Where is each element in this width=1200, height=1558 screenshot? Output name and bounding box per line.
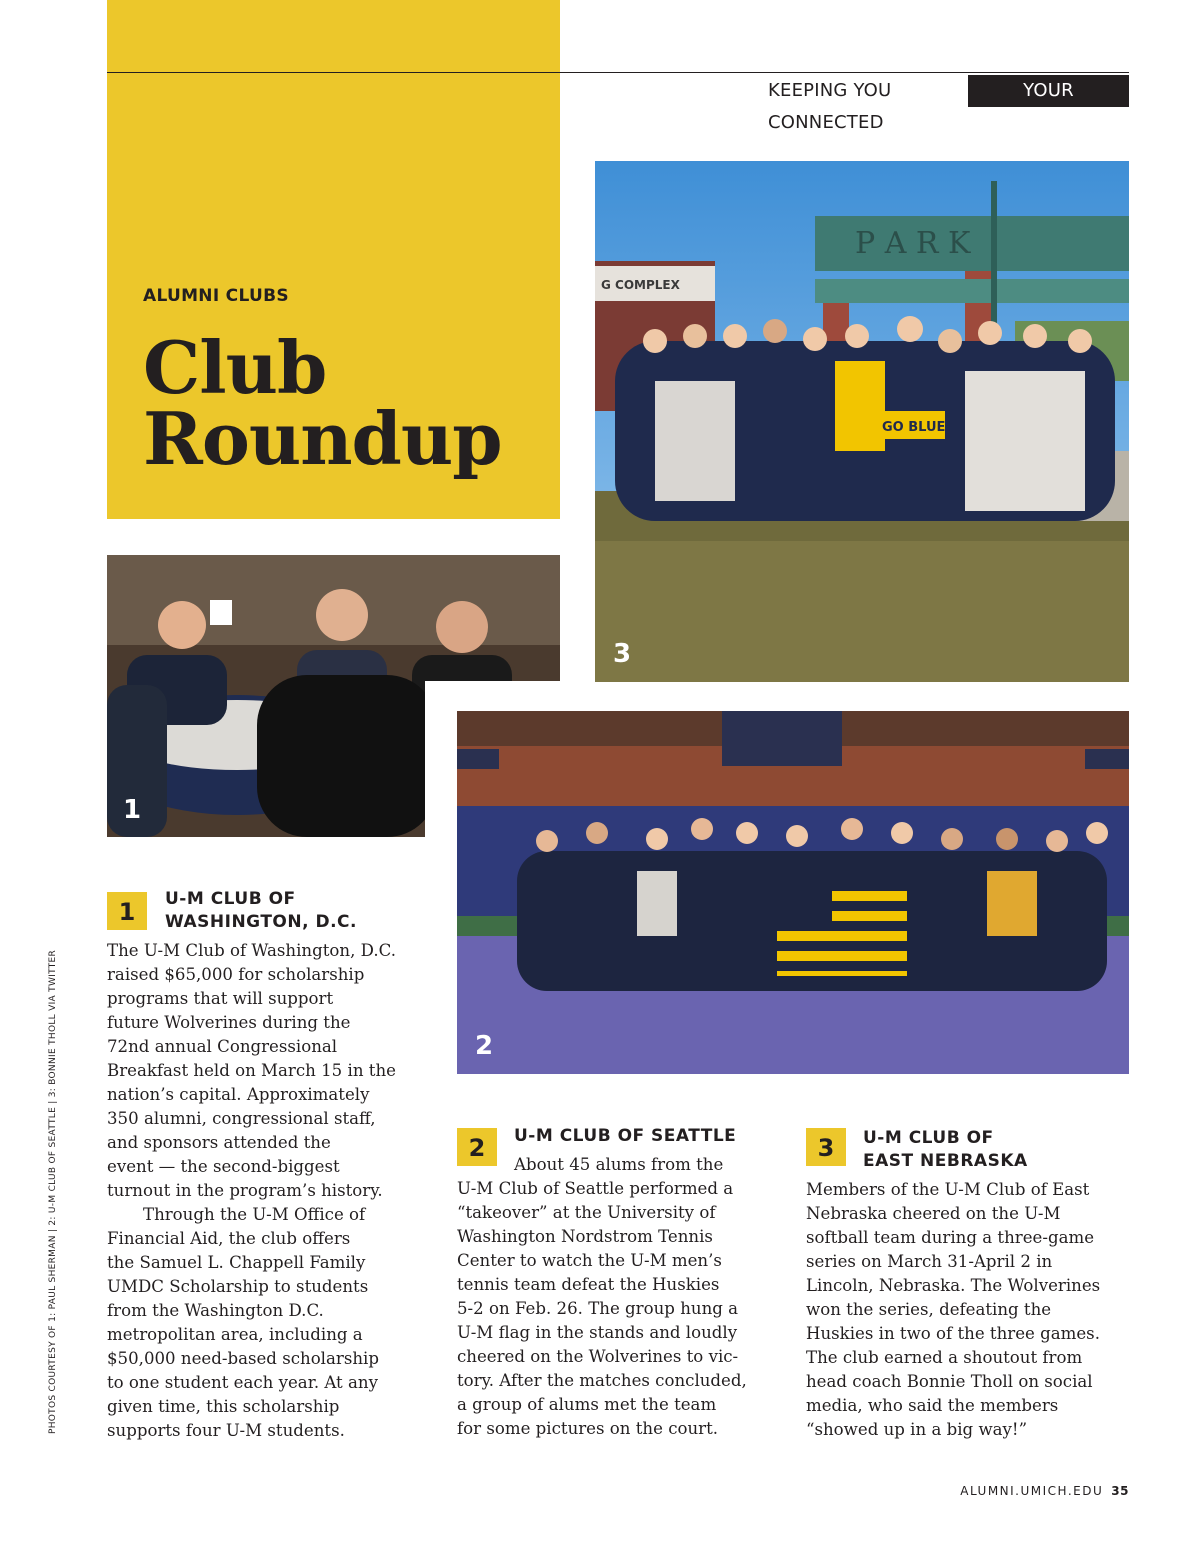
body-line: metropolitan area, including a <box>107 1325 363 1344</box>
body-line: UMDC Scholarship to students <box>107 1277 369 1296</box>
story-2-body <box>457 1153 787 1441</box>
body-line: nation’s capital. Approximately <box>107 1085 370 1104</box>
body-line: Through the U-M Office of <box>143 1205 366 1224</box>
body-line: head coach Bonnie Tholl on social <box>806 1372 1093 1391</box>
story-3-paragraph-1 <box>806 1178 1136 1442</box>
story-3-heading-line-1: U-M CLUB OF <box>863 1128 994 1148</box>
body-line: tennis team defeat the Huskies <box>457 1275 720 1294</box>
story-number-2: 2 <box>457 1128 497 1166</box>
section-label-your-association: YOUR ASSOCIATION <box>968 75 1129 107</box>
body-line: U-M Club of Seattle performed a <box>457 1179 734 1198</box>
body-line: Breakfast held on March 15 in the <box>107 1061 396 1080</box>
body-line: won the series, defeating the <box>806 1300 1052 1319</box>
body-line: cheered on the Wolverines to vic- <box>457 1347 739 1366</box>
body-line: series on March 31-April 2 in <box>806 1252 1053 1271</box>
footer-site: ALUMNI.UMICH.EDU <box>960 1484 1104 1498</box>
body-line: media, who said the members <box>806 1396 1059 1415</box>
softball-players-group <box>615 316 1115 521</box>
page-footer <box>960 1484 1129 1498</box>
body-line: About 45 alums from the <box>514 1155 724 1174</box>
photo-softball-image <box>595 161 1129 682</box>
story-1-heading-line-2: WASHINGTON, D.C. <box>165 912 357 932</box>
body-line: The club earned a shoutout from <box>806 1348 1083 1367</box>
body-line: softball team during a three-game <box>806 1228 1095 1247</box>
photo-tennis-image <box>457 711 1129 1074</box>
body-line: The U-M Club of Washington, D.C. <box>107 941 396 960</box>
story-1-paragraph-1 <box>107 939 437 1203</box>
body-line: Lincoln, Nebraska. The Wolverines <box>806 1276 1101 1295</box>
story-1-paragraph-2 <box>107 1203 437 1443</box>
body-line: U-M flag in the stands and loudly <box>457 1323 738 1342</box>
body-line: Financial Aid, the club offers <box>107 1229 351 1248</box>
story-number-3: 3 <box>806 1128 846 1166</box>
page-title-line-1: Club <box>143 325 327 410</box>
body-line: “takeover” at the University of <box>457 1203 716 1222</box>
body-line: Nebraska cheered on the U-M <box>806 1204 1061 1223</box>
page-number: 35 <box>1111 1484 1129 1498</box>
story-3-heading-line-2: EAST NEBRASKA <box>863 1151 1028 1171</box>
kicker: ALUMNI CLUBS <box>143 286 289 306</box>
body-line: Members of the U-M Club of East <box>806 1180 1090 1199</box>
body-line: supports four U-M students. <box>107 1421 345 1440</box>
body-line: for some pictures on the court. <box>457 1419 719 1438</box>
arch-sign-text: P A R K <box>855 226 971 261</box>
photo-tennis-center <box>457 711 1129 1074</box>
body-line: 5-2 on Feb. 26. The group hung a <box>457 1299 739 1318</box>
body-line: 350 alumni, congressional staff, <box>107 1109 376 1128</box>
body-line: a group of alums met the team <box>457 1395 717 1414</box>
story-2-heading <box>514 1125 736 1148</box>
photo-softball-team <box>595 161 1129 682</box>
story-1-body <box>107 939 437 1443</box>
photo-number-1: 1 <box>123 795 142 825</box>
body-line: Washington Nordstrom Tennis <box>457 1227 713 1246</box>
page-title-line-2: Roundup <box>143 396 502 481</box>
body-line: given time, this scholarship <box>107 1397 340 1416</box>
body-line: turnout in the program’s history. <box>107 1181 383 1200</box>
body-line: tory. After the matches concluded, <box>457 1371 747 1390</box>
body-line: 72nd annual Congressional <box>107 1037 338 1056</box>
building-sign-text: G COMPLEX <box>601 278 680 292</box>
body-line: and sponsors attended the <box>107 1133 331 1152</box>
story-3-heading <box>863 1127 1028 1173</box>
story-3-body <box>806 1178 1136 1442</box>
body-line: Huskies in two of the three games. <box>806 1324 1100 1343</box>
story-2-paragraph-1 <box>457 1153 787 1441</box>
body-line: the Samuel L. Chappell Family <box>107 1253 366 1272</box>
story-1-heading-line-1: U-M CLUB OF <box>165 889 296 909</box>
section-label-keeping-you-connected: KEEPING YOU CONNECTED <box>768 80 892 133</box>
story-2-heading-line-1: U-M CLUB OF SEATTLE <box>514 1126 737 1146</box>
photo-number-3: 3 <box>613 639 632 669</box>
photo-credit: PHOTOS COURTESY OF 1: PAUL SHERMAN | 2: U-M CLUB OF SEATTLE | 3: BONNIE THOLL VIA TWITTER <box>48 949 58 1434</box>
body-line: Center to watch the U-M men’s <box>457 1251 722 1270</box>
body-line: raised $65,000 for scholarship <box>107 965 365 984</box>
body-line: to one student each year. At any <box>107 1373 378 1392</box>
body-line: $50,000 need-based scholarship <box>107 1349 379 1368</box>
body-line: programs that will support <box>107 989 334 1008</box>
story-1-heading <box>165 888 357 934</box>
page-title <box>143 325 502 481</box>
body-line: from the Washington D.C. <box>107 1301 324 1320</box>
story-number-1: 1 <box>107 892 147 930</box>
header-rule <box>107 72 1129 73</box>
body-line: “showed up in a big way!” <box>806 1420 1028 1439</box>
go-blue-sign-text: GO BLUE! <box>882 420 952 435</box>
body-line: future Wolverines during the <box>107 1013 351 1032</box>
photo-number-2: 2 <box>475 1031 494 1061</box>
body-line: event — the second-biggest <box>107 1157 340 1176</box>
